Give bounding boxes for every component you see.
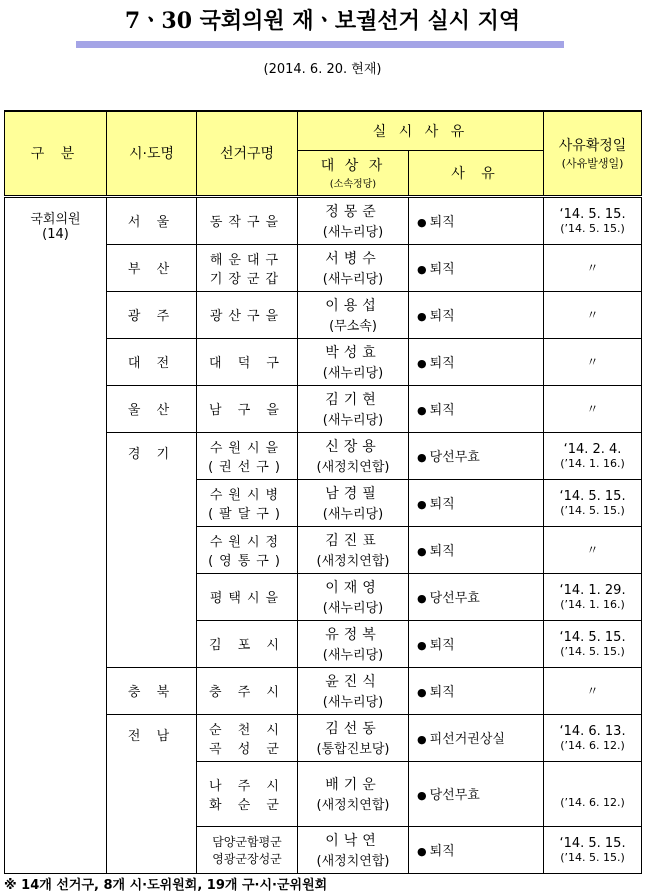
confirm-date-cell [544, 620, 642, 667]
confirm-date-cell [544, 826, 642, 873]
occurrence-date: (’14. 5. 15.) [560, 850, 625, 864]
reason-text: 퇴직 [429, 844, 455, 859]
confirm-date: 〃 [586, 543, 599, 557]
header-candidate: 대 상 자 (소속정당) [298, 150, 409, 196]
candidate-cell [298, 196, 409, 244]
confirm-date-cell [544, 667, 642, 714]
district-name-line2: (팔달구) [208, 506, 286, 522]
candidate-cell [298, 479, 409, 526]
bullet-icon: ● [417, 451, 427, 464]
reason-text: 퇴직 [429, 215, 455, 230]
district-name-line1: 충 주 시 [209, 685, 285, 700]
sido-daejeon: 대 전 [107, 338, 197, 385]
candidate-cell [298, 826, 409, 873]
candidate-cell [298, 667, 409, 714]
district-cell [197, 338, 298, 385]
reason-cell [409, 667, 544, 714]
candidate-name: 김선동 [325, 721, 381, 737]
bullet-icon: ● [417, 216, 427, 229]
candidate-party: (새정치연합) [316, 798, 390, 813]
reason-cell [409, 573, 544, 620]
confirm-date: 〃 [586, 261, 599, 275]
candidate-party: (새누리당) [322, 413, 384, 428]
footnote: ※ 14개 선거구, 8개 시·도위원회, 19개 구·시·군위원회 [4, 878, 328, 893]
confirm-date-cell [544, 291, 642, 338]
candidate-cell [298, 385, 409, 432]
district-name-line1: 동작구을 [209, 215, 285, 230]
candidate-party: (새정치연합) [316, 554, 390, 569]
candidate-party: (새누리당) [322, 601, 384, 616]
confirm-date-cell [544, 385, 642, 432]
confirm-date-cell [544, 432, 642, 479]
candidate-name: 배기운 [325, 777, 381, 793]
candidate-name: 이재영 [325, 580, 381, 596]
candidate-name: 유정복 [325, 627, 381, 643]
reason-text: 당선무효 [429, 591, 480, 606]
confirm-date: 〃 [586, 355, 599, 369]
reason-cell [409, 244, 544, 291]
candidate-cell [298, 432, 409, 479]
occurrence-date: (’14. 1. 16.) [560, 597, 625, 611]
district-name-line1: 평택시을 [209, 591, 285, 606]
occurrence-date: (’14. 6. 12.) [560, 796, 625, 809]
district-name-line1: 수원시정 [209, 534, 285, 550]
reason-cell [409, 432, 544, 479]
confirm-date: 〃 [586, 684, 599, 698]
district-name-line1: 해운대구 [209, 252, 285, 268]
bullet-icon: ● [417, 263, 427, 276]
reason-cell [409, 291, 544, 338]
district-cell [197, 761, 298, 826]
candidate-name: 김기현 [325, 392, 381, 408]
confirm-date: ‘14. 5. 15. [559, 629, 626, 645]
as-of-date: (2014. 6. 20. 현재) [263, 62, 382, 77]
occurrence-date: (’14. 6. 12.) [560, 738, 625, 752]
reason-text: 당선무효 [429, 788, 480, 803]
reason-text: 피선거권상실 [429, 732, 505, 747]
district-name-line1: 남 구 을 [209, 403, 285, 418]
bullet-icon: ● [417, 686, 427, 699]
candidate-party: (무소속) [329, 319, 377, 334]
candidate-party: (새누리당) [322, 507, 384, 522]
candidate-party: (새누리당) [322, 648, 384, 663]
bullet-icon: ● [417, 733, 427, 746]
election-table [4, 110, 642, 874]
district-name-line1: 순 천 시 [209, 722, 285, 738]
sido-ulsan: 울 산 [107, 385, 197, 432]
reason-cell [409, 196, 544, 244]
reason-cell [409, 761, 544, 826]
district-name-line2: 화 순 군 [209, 797, 285, 813]
district-cell [197, 573, 298, 620]
occurrence-date: (’14. 5. 15.) [560, 221, 625, 235]
table-body [5, 196, 642, 873]
occurrence-date: (’14. 5. 15.) [560, 644, 625, 658]
candidate-cell [298, 244, 409, 291]
reason-text: 퇴직 [429, 685, 455, 700]
district-cell [197, 432, 298, 479]
candidate-party: (새누리당) [322, 225, 384, 240]
reason-cell [409, 526, 544, 573]
candidate-cell [298, 714, 409, 761]
candidate-cell [298, 338, 409, 385]
candidate-party: (새정치연합) [316, 460, 390, 475]
occurrence-date: (’14. 5. 15.) [560, 503, 625, 517]
confirm-date-cell [544, 338, 642, 385]
bullet-icon: ● [417, 592, 427, 605]
reason-text: 퇴직 [429, 403, 455, 418]
bullet-icon: ● [417, 789, 427, 802]
candidate-cell [298, 620, 409, 667]
title-underline-bar [76, 41, 564, 48]
confirm-date-cell [544, 479, 642, 526]
district-cell [197, 667, 298, 714]
candidate-name: 남경필 [325, 486, 381, 502]
reason-text: 퇴직 [429, 309, 455, 324]
confirm-date-cell [544, 573, 642, 620]
candidate-cell [298, 573, 409, 620]
district-name-line2: 영광군장성군 [212, 851, 282, 866]
district-name-line2: 곡 성 군 [209, 741, 285, 757]
district-name-line2: (권선구) [208, 459, 286, 475]
header-reason: 사 유 [409, 150, 544, 196]
confirm-date: ‘14. 1. 29. [559, 582, 626, 598]
district-cell [197, 385, 298, 432]
reason-text: 퇴직 [429, 356, 455, 371]
confirm-date: ‘14. 5. 15. [559, 206, 626, 222]
reason-text: 퇴직 [429, 262, 455, 277]
bullet-icon: ● [417, 639, 427, 652]
confirm-date-cell [544, 714, 642, 761]
candidate-party: (새누리당) [322, 366, 384, 381]
candidate-name: 윤진식 [325, 674, 381, 690]
sido-gyeonggi: 경 기 [107, 432, 197, 667]
reason-cell [409, 620, 544, 667]
reason-text: 퇴직 [429, 638, 455, 653]
reason-cell [409, 385, 544, 432]
district-name-line2: 기장군갑 [209, 271, 285, 287]
sido-seoul: 서 울 [107, 196, 197, 244]
district-name-line1: 김 포 시 [209, 638, 285, 653]
sido-chungbuk: 충 북 [107, 667, 197, 714]
bullet-icon: ● [417, 357, 427, 370]
confirm-date-cell [544, 244, 642, 291]
district-name-line1: 수원시을 [209, 440, 285, 456]
bullet-icon: ● [417, 404, 427, 417]
bullet-icon: ● [417, 310, 427, 323]
district-cell [197, 196, 298, 244]
candidate-name: 신장용 [325, 439, 381, 455]
confirm-date: 〃 [586, 402, 599, 416]
district-cell [197, 714, 298, 761]
district-name-line1: 대 덕 구 [209, 356, 285, 371]
confirm-date-cell [544, 761, 642, 826]
confirm-date: ‘14. 5. 15. [559, 488, 626, 504]
district-cell [197, 826, 298, 873]
confirm-date: ‘14. 6. 13. [559, 723, 626, 739]
bullet-icon: ● [417, 545, 427, 558]
candidate-name: 김진표 [325, 533, 381, 549]
candidate-party: (새누리당) [322, 272, 384, 287]
page-title: 7ㆍ30 국회의원 재ㆍ보궐선거 실시 지역 [124, 8, 521, 34]
confirm-date-cell [544, 526, 642, 573]
confirm-date: 〃 [586, 308, 599, 322]
candidate-party: (새정치연합) [316, 854, 390, 869]
district-name-line1: 나 주 시 [209, 778, 285, 794]
sido-busan: 부 산 [107, 244, 197, 291]
bullet-icon: ● [417, 845, 427, 858]
category-cell: 국회의원 (14) [5, 196, 107, 873]
candidate-party: (통합진보당) [316, 742, 390, 757]
reason-cell [409, 338, 544, 385]
header-category: 구 분 [5, 111, 107, 196]
district-cell [197, 291, 298, 338]
candidate-party: (새누리당) [322, 695, 384, 710]
district-cell [197, 479, 298, 526]
candidate-name: 박성효 [325, 345, 381, 361]
confirm-date: ‘14. 2. 4. [563, 441, 622, 457]
header-district: 선거구명 [197, 111, 298, 196]
candidate-name: 정몽준 [325, 204, 381, 220]
header-sido: 시·도명 [107, 111, 197, 196]
candidate-cell [298, 526, 409, 573]
bullet-icon: ● [417, 498, 427, 511]
header-confirm-date: 사유확정일 (사유발생일) [544, 111, 642, 196]
sido-jeonnam: 전 남 [107, 714, 197, 873]
district-cell [197, 526, 298, 573]
reason-text: 퇴직 [429, 544, 455, 559]
candidate-name: 이용섭 [325, 298, 381, 314]
candidate-name: 서병수 [325, 251, 381, 267]
district-cell [197, 620, 298, 667]
candidate-name: 이낙연 [325, 833, 381, 849]
header-reason-group: 실 시 사 유 [298, 111, 544, 150]
confirm-date: ‘14. 5. 15. [559, 835, 626, 851]
sido-gwangju: 광 주 [107, 291, 197, 338]
reason-cell [409, 826, 544, 873]
reason-cell [409, 714, 544, 761]
district-name-line2: (영통구) [208, 553, 286, 569]
candidate-cell [298, 291, 409, 338]
occurrence-date: (’14. 1. 16.) [560, 456, 625, 470]
reason-cell [409, 479, 544, 526]
candidate-cell [298, 761, 409, 826]
reason-text: 퇴직 [429, 497, 455, 512]
district-name-line1: 광산구을 [209, 309, 285, 324]
district-name-line1: 수원시병 [209, 487, 285, 503]
district-name-line1: 담양군함평군 [212, 834, 282, 849]
district-cell [197, 244, 298, 291]
reason-text: 당선무효 [429, 450, 480, 465]
confirm-date-cell [544, 196, 642, 244]
